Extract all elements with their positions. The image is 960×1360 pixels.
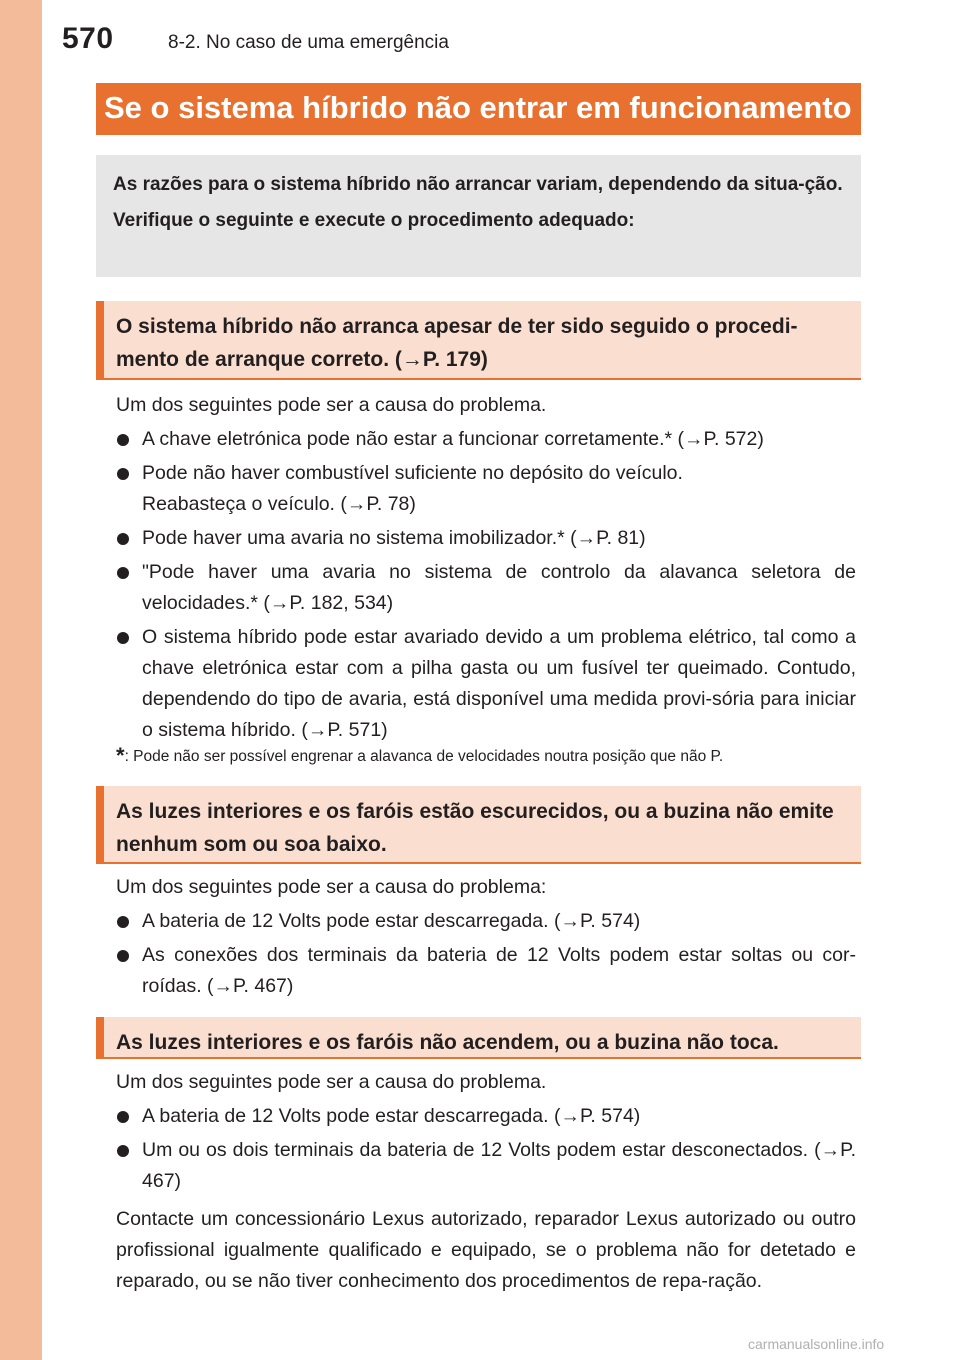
intro-instruction: Verifique o seguinte e execute o procedimento adequado: bbox=[113, 210, 635, 231]
page-title: Se o sistema híbrido não entrar em funcionamento bbox=[96, 83, 861, 135]
list-item bbox=[116, 1101, 856, 1132]
section-lead: Um dos seguintes pode ser a causa do problema. bbox=[116, 1071, 547, 1093]
list-item-text: Pode haver uma avaria no sistema imobilizador.* (→P. 81) bbox=[142, 527, 646, 549]
section-lead: Um dos seguintes pode ser a causa do problema: bbox=[116, 876, 547, 898]
section-heading-no-start: O sistema híbrido não arranca apesar de ter sido seguido o procedi-mento de arranque correto. (→P. 179) bbox=[96, 301, 861, 380]
list-item-text: Um ou os dois terminais da bateria de 12 Volts podem estar desconectados. (→P. 467) bbox=[142, 1139, 856, 1192]
section-body-no-lights bbox=[116, 1067, 856, 1297]
list-item-text: O sistema híbrido pode estar avariado devido a um problema elétrico, tal como a chave eletrónica estar com a pilha gasta ou um fusível ter queimado. Contudo, dependendo do tipo de avaria, está disponível uma medida provi-sória para iniciar o sistema híbrido. (→P. 571) bbox=[142, 626, 856, 741]
list-item-text: As conexões dos terminais da bateria de 12 Volts podem estar soltas ou cor-roídas. (→P. 467) bbox=[142, 944, 856, 997]
section-heading-dim-lights: As luzes interiores e os faróis estão escurecidos, ou a buzina não emite nenhum som ou soa baixo. bbox=[96, 786, 861, 864]
list-item bbox=[116, 622, 856, 746]
footnote bbox=[116, 745, 856, 768]
list-item bbox=[116, 1135, 856, 1197]
footnote-marker: * bbox=[116, 743, 125, 768]
list-item bbox=[116, 523, 856, 554]
closing-paragraph: Contacte um concessionário Lexus autorizado, reparador Lexus autorizado ou outro profissional igualmente qualificado e equipado, se o problema não for detetado e reparado, ou se não tiver conhecimento dos procedimentos de repa-ração. bbox=[116, 1208, 856, 1292]
intro-text: As razões para o sistema híbrido não arrancar variam, dependendo da situa-ção. bbox=[113, 174, 843, 195]
bullet-icon bbox=[117, 533, 129, 545]
list-item bbox=[116, 940, 856, 1002]
list-item bbox=[116, 424, 856, 455]
section-lead: Um dos seguintes pode ser a causa do problema. bbox=[116, 394, 547, 416]
list-item-text: A bateria de 12 Volts pode estar descarregada. (→P. 574) bbox=[142, 1105, 641, 1127]
page-number: 570 bbox=[62, 22, 114, 55]
list-item-subtext: Reabasteça o veículo. (→P. 78) bbox=[142, 493, 416, 515]
bullet-icon bbox=[117, 632, 129, 644]
section-heading-no-lights: As luzes interiores e os faróis não acendem, ou a buzina não toca. bbox=[96, 1017, 861, 1059]
list-item bbox=[116, 458, 856, 520]
list-item bbox=[116, 557, 856, 619]
list-item bbox=[116, 906, 856, 937]
side-tab-strip bbox=[0, 0, 42, 1360]
bullet-icon bbox=[117, 916, 129, 928]
list-item-text: A chave eletrónica pode não estar a funcionar corretamente.* (→P. 572) bbox=[142, 428, 764, 450]
list-item-text: Pode não haver combustível suficiente no depósito do veículo. bbox=[142, 462, 683, 484]
running-header: 8-2. No caso de uma emergência bbox=[168, 32, 449, 53]
section-body-dim-lights bbox=[116, 872, 856, 1002]
bullet-icon bbox=[117, 434, 129, 446]
footnote-text: : Pode não ser possível engrenar a alavanca de velocidades noutra posição que não P. bbox=[124, 748, 724, 765]
bullet-icon bbox=[117, 468, 129, 480]
intro-box bbox=[96, 155, 861, 277]
section-body-no-start bbox=[116, 390, 856, 746]
watermark: carmanualsonline.info bbox=[748, 1336, 885, 1352]
bullet-icon bbox=[117, 950, 129, 962]
list-item-text: A bateria de 12 Volts pode estar descarregada. (→P. 574) bbox=[142, 910, 641, 932]
list-item-text: "Pode haver uma avaria no sistema de controlo da alavanca seletora de velocidades.* (→P. 182, 534) bbox=[142, 561, 856, 614]
bullet-icon bbox=[117, 1111, 129, 1123]
bullet-icon bbox=[117, 567, 129, 579]
bullet-icon bbox=[117, 1145, 129, 1157]
